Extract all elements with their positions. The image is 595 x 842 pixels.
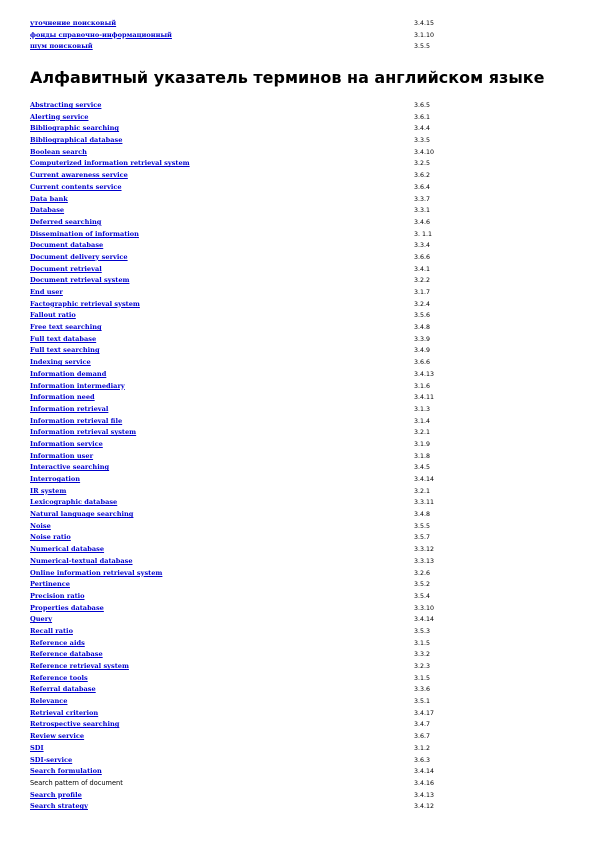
index-entry xyxy=(30,416,550,428)
index-entry xyxy=(30,194,550,206)
index-entry xyxy=(30,18,550,30)
clause-number: 3.4.15 xyxy=(414,20,435,27)
clause-number: 3.3.9 xyxy=(414,335,431,343)
clause-number: 3.3.5 xyxy=(414,137,431,145)
index-term-link[interactable]: Information service xyxy=(30,439,103,448)
index-term-link[interactable]: Numerical-textual database xyxy=(30,556,133,565)
clause-number: 3.6.2 xyxy=(414,172,431,180)
index-entry xyxy=(30,158,550,170)
clause-number: 3.5.1 xyxy=(414,698,431,706)
index-entry xyxy=(30,731,550,743)
index-term-link[interactable]: Noise ratio xyxy=(30,533,71,542)
russian-index-tail xyxy=(30,18,550,53)
clause-number: 3.5.6 xyxy=(414,312,431,320)
index-entry xyxy=(30,544,550,556)
clause-number: 3.3.10 xyxy=(414,604,435,612)
clause-number: 3.6.6 xyxy=(414,359,431,367)
index-entry xyxy=(30,123,550,135)
clause-number: 3.5.2 xyxy=(414,581,431,589)
index-term-link[interactable]: Dissemination of information xyxy=(30,229,139,238)
index-term-link[interactable]: уточнение поисковый xyxy=(30,19,117,27)
index-entry xyxy=(30,345,550,357)
clause-number: 3.6.7 xyxy=(414,733,431,741)
clause-number: 3. 1.1 xyxy=(414,230,433,238)
index-entry xyxy=(30,275,550,287)
clause-number: 3.1.6 xyxy=(414,382,431,390)
index-term-link[interactable]: Properties database xyxy=(30,603,104,612)
clause-number: 3.4.16 xyxy=(414,779,435,787)
clause-number: 3.4.14 xyxy=(414,616,435,624)
clause-number: 3.5.5 xyxy=(414,43,431,51)
index-term-link[interactable]: Search strategy xyxy=(30,802,88,811)
index-entry xyxy=(30,474,550,486)
clause-number: 3.2.6 xyxy=(414,569,431,577)
index-entry xyxy=(30,451,550,463)
index-entry xyxy=(30,532,550,544)
index-term-link[interactable]: Information need xyxy=(30,393,95,402)
index-term-link[interactable]: Factographic retrieval system xyxy=(30,299,140,308)
clause-number: 3.6.1 xyxy=(414,113,431,121)
clause-number: 3.4.5 xyxy=(414,464,431,472)
index-term-link[interactable]: Bibliographic searching xyxy=(30,124,120,133)
index-term-link[interactable]: Online information retrieval system xyxy=(30,568,163,577)
index-entry xyxy=(30,287,550,299)
index-term-link[interactable]: Full text database xyxy=(30,334,97,343)
index-term-link[interactable]: Document database xyxy=(30,241,104,250)
index-entry xyxy=(30,229,550,241)
index-entry xyxy=(30,170,550,182)
index-term-link[interactable]: Boolean search xyxy=(30,147,87,156)
index-term-link[interactable]: фонды справочно-информационный xyxy=(30,30,172,39)
english-term-index xyxy=(30,100,550,813)
index-term-link[interactable]: Information user xyxy=(30,451,94,460)
index-term-link[interactable]: Review service xyxy=(30,732,85,741)
clause-number: 3.4.6 xyxy=(414,218,431,226)
clause-number: 3.1.5 xyxy=(414,674,431,682)
index-entry xyxy=(30,381,550,393)
index-entry xyxy=(30,486,550,498)
index-entry xyxy=(30,404,550,416)
index-term-link[interactable]: Search formulation xyxy=(30,767,102,776)
index-term-link[interactable]: Interactive searching xyxy=(30,463,110,472)
index-entry xyxy=(30,497,550,509)
index-term-link[interactable]: Current contents service xyxy=(30,182,122,191)
clause-number: 3.6.6 xyxy=(414,253,431,261)
clause-number: 3.1.5 xyxy=(414,639,431,647)
index-entry xyxy=(30,790,550,802)
index-entry xyxy=(30,240,550,252)
index-term-link[interactable]: Information demand xyxy=(30,369,107,378)
clause-number: 3.2.3 xyxy=(414,663,431,670)
clause-number: 3.3.4 xyxy=(414,242,431,250)
clause-number: 3.1.10 xyxy=(414,31,435,39)
clause-number: 3.4.8 xyxy=(414,324,431,332)
clause-number: 3.1.3 xyxy=(414,405,431,413)
index-term-link[interactable]: Bibliographical database xyxy=(30,136,123,145)
index-entry xyxy=(30,649,550,661)
index-term-link[interactable]: Fallout ratio xyxy=(30,311,76,320)
index-term-link[interactable]: Retrieval criterion xyxy=(30,708,99,717)
index-term-link[interactable]: Free text searching xyxy=(30,323,102,332)
index-term-link[interactable]: Referral database xyxy=(30,685,96,694)
index-term-link[interactable]: Document delivery service xyxy=(30,252,128,261)
index-term-link[interactable]: Database xyxy=(30,206,65,215)
clause-number: 3.4.14 xyxy=(414,768,435,776)
index-term-link[interactable]: Document retrieval system xyxy=(30,276,130,285)
index-entry xyxy=(30,357,550,369)
index-entry xyxy=(30,112,550,124)
clause-number: 3.6.3 xyxy=(414,756,431,764)
index-term-link[interactable]: Information retrieval file xyxy=(30,416,123,425)
index-entry xyxy=(30,369,550,381)
clause-number: 3.1.4 xyxy=(414,417,431,425)
index-entry xyxy=(30,217,550,229)
index-term-link[interactable]: Pertinence xyxy=(30,580,70,589)
index-entry xyxy=(30,614,550,626)
index-entry xyxy=(30,322,550,334)
index-entry xyxy=(30,427,550,439)
index-entry xyxy=(30,684,550,696)
index-term-link[interactable]: Deferred searching xyxy=(30,217,102,226)
index-term-link[interactable]: Reference retrieval system xyxy=(30,662,129,670)
index-entry xyxy=(30,603,550,615)
clause-number: 3.2.4 xyxy=(414,300,431,308)
index-entry xyxy=(30,626,550,638)
index-entry xyxy=(30,638,550,650)
index-entry xyxy=(30,310,550,322)
index-term-link[interactable]: Current awareness service xyxy=(30,171,128,180)
section-heading: Алфавитный указатель терминов на английском языке xyxy=(30,68,545,87)
clause-number: 3.2.1 xyxy=(414,487,431,495)
clause-number: 3.5.3 xyxy=(414,627,431,635)
clause-number: 3.4.14 xyxy=(414,476,435,483)
index-term-link[interactable]: SDI-service xyxy=(30,755,73,764)
index-term-link[interactable]: Indexing service xyxy=(30,358,91,367)
index-term-link[interactable]: End user xyxy=(30,288,63,296)
clause-number: 3.5.4 xyxy=(414,592,431,600)
index-entry xyxy=(30,392,550,404)
clause-number: 3.3.12 xyxy=(414,546,435,554)
index-entry xyxy=(30,719,550,731)
index-entry xyxy=(30,801,550,813)
clause-number: 3.4.9 xyxy=(414,347,431,355)
clause-number: 3.3.13 xyxy=(414,557,435,565)
index-entry xyxy=(30,334,550,346)
index-term-link[interactable]: Lexicographic database xyxy=(30,498,118,507)
clause-number: 3.4.7 xyxy=(414,721,431,729)
clause-number: 3.4.12 xyxy=(414,803,435,811)
index-term-link[interactable]: Interrogation xyxy=(30,475,81,483)
index-term-link[interactable]: Search profile xyxy=(30,790,82,799)
index-entry xyxy=(30,755,550,767)
index-entry xyxy=(30,182,550,194)
index-entry xyxy=(30,696,550,708)
clause-number: 3.4.8 xyxy=(414,511,431,519)
index-term-link[interactable]: Computerized information retrieval system xyxy=(30,159,190,168)
index-entry xyxy=(30,135,550,147)
index-entry xyxy=(30,778,550,790)
clause-number: 3.4.13 xyxy=(414,370,435,378)
clause-number: 3.2.2 xyxy=(414,277,431,285)
index-entry xyxy=(30,205,550,217)
index-term-link[interactable]: Natural language searching xyxy=(30,510,134,519)
index-term-link[interactable]: SDI xyxy=(30,743,44,752)
index-entry xyxy=(30,673,550,685)
index-entry xyxy=(30,708,550,720)
index-term-link[interactable]: Retrospective searching xyxy=(30,720,120,729)
clause-number: 3.2.1 xyxy=(414,429,431,437)
index-entry xyxy=(30,147,550,159)
index-entry xyxy=(30,766,550,778)
index-entry xyxy=(30,439,550,451)
index-term-link[interactable]: Noise xyxy=(30,521,51,530)
index-entry xyxy=(30,591,550,603)
clause-number: 3.5.7 xyxy=(414,534,431,542)
clause-number: 3.3.6 xyxy=(414,686,431,694)
index-entry xyxy=(30,462,550,474)
index-term-link[interactable]: Information retrieval system xyxy=(30,428,137,437)
clause-number: 3.4.13 xyxy=(414,791,435,799)
index-term-link[interactable]: IR system xyxy=(30,486,67,495)
index-term-link[interactable]: Relevance xyxy=(30,697,68,706)
index-entry xyxy=(30,41,550,53)
index-term-link[interactable]: Data bank xyxy=(30,194,68,203)
clause-number: 3.4.17 xyxy=(414,709,435,717)
clause-number: 3.3.7 xyxy=(414,195,431,203)
index-entry xyxy=(30,252,550,264)
clause-number: 3.3.2 xyxy=(414,651,431,659)
index-entry xyxy=(30,299,550,311)
clause-number: 3.1.2 xyxy=(414,744,431,752)
index-entry xyxy=(30,579,550,591)
index-entry xyxy=(30,509,550,521)
index-term-link[interactable]: Reference aids xyxy=(30,638,85,647)
clause-number: 3.2.5 xyxy=(414,160,431,168)
index-entry xyxy=(30,30,550,42)
index-entry xyxy=(30,743,550,755)
index-term-link[interactable]: шум поисковый xyxy=(30,42,93,51)
index-term-link[interactable]: Numerical database xyxy=(30,545,105,554)
clause-number: 3.1.8 xyxy=(414,452,431,460)
index-term-link: Search pattern of document xyxy=(30,778,123,787)
index-term-link[interactable]: Information intermediary xyxy=(30,381,125,390)
index-entry xyxy=(30,521,550,533)
clause-number: 3.5.5 xyxy=(414,522,431,530)
clause-number: 3.4.11 xyxy=(414,394,435,402)
index-term-link[interactable]: Reference tools xyxy=(30,673,88,682)
clause-number: 3.1.7 xyxy=(414,289,431,296)
index-term-link[interactable]: Recall ratio xyxy=(30,626,73,635)
index-entry xyxy=(30,568,550,580)
index-term-link[interactable]: Document retrieval xyxy=(30,264,102,273)
clause-number: 3.4.1 xyxy=(414,265,431,273)
index-entry xyxy=(30,661,550,673)
index-term-link[interactable]: Query xyxy=(30,615,53,624)
clause-number: 3.1.9 xyxy=(414,440,431,448)
index-term-link[interactable]: Information retrieval xyxy=(30,404,109,413)
clause-number: 3.6.4 xyxy=(414,183,431,191)
index-term-link[interactable]: Reference database xyxy=(30,650,103,659)
clause-number: 3.4.4 xyxy=(414,125,431,133)
index-term-link[interactable]: Abstracting service xyxy=(30,101,102,109)
clause-number: 3.3.1 xyxy=(414,207,431,215)
index-entry xyxy=(30,556,550,568)
index-entry xyxy=(30,100,550,112)
clause-number: 3.6.5 xyxy=(414,102,431,109)
clause-number: 3.3.11 xyxy=(414,499,435,507)
index-term-link[interactable]: Precision ratio xyxy=(30,591,85,600)
index-term-link[interactable]: Alerting service xyxy=(30,112,89,121)
index-term-link[interactable]: Full text searching xyxy=(30,346,100,355)
clause-number: 3.4.10 xyxy=(414,148,435,156)
index-entry xyxy=(30,264,550,276)
